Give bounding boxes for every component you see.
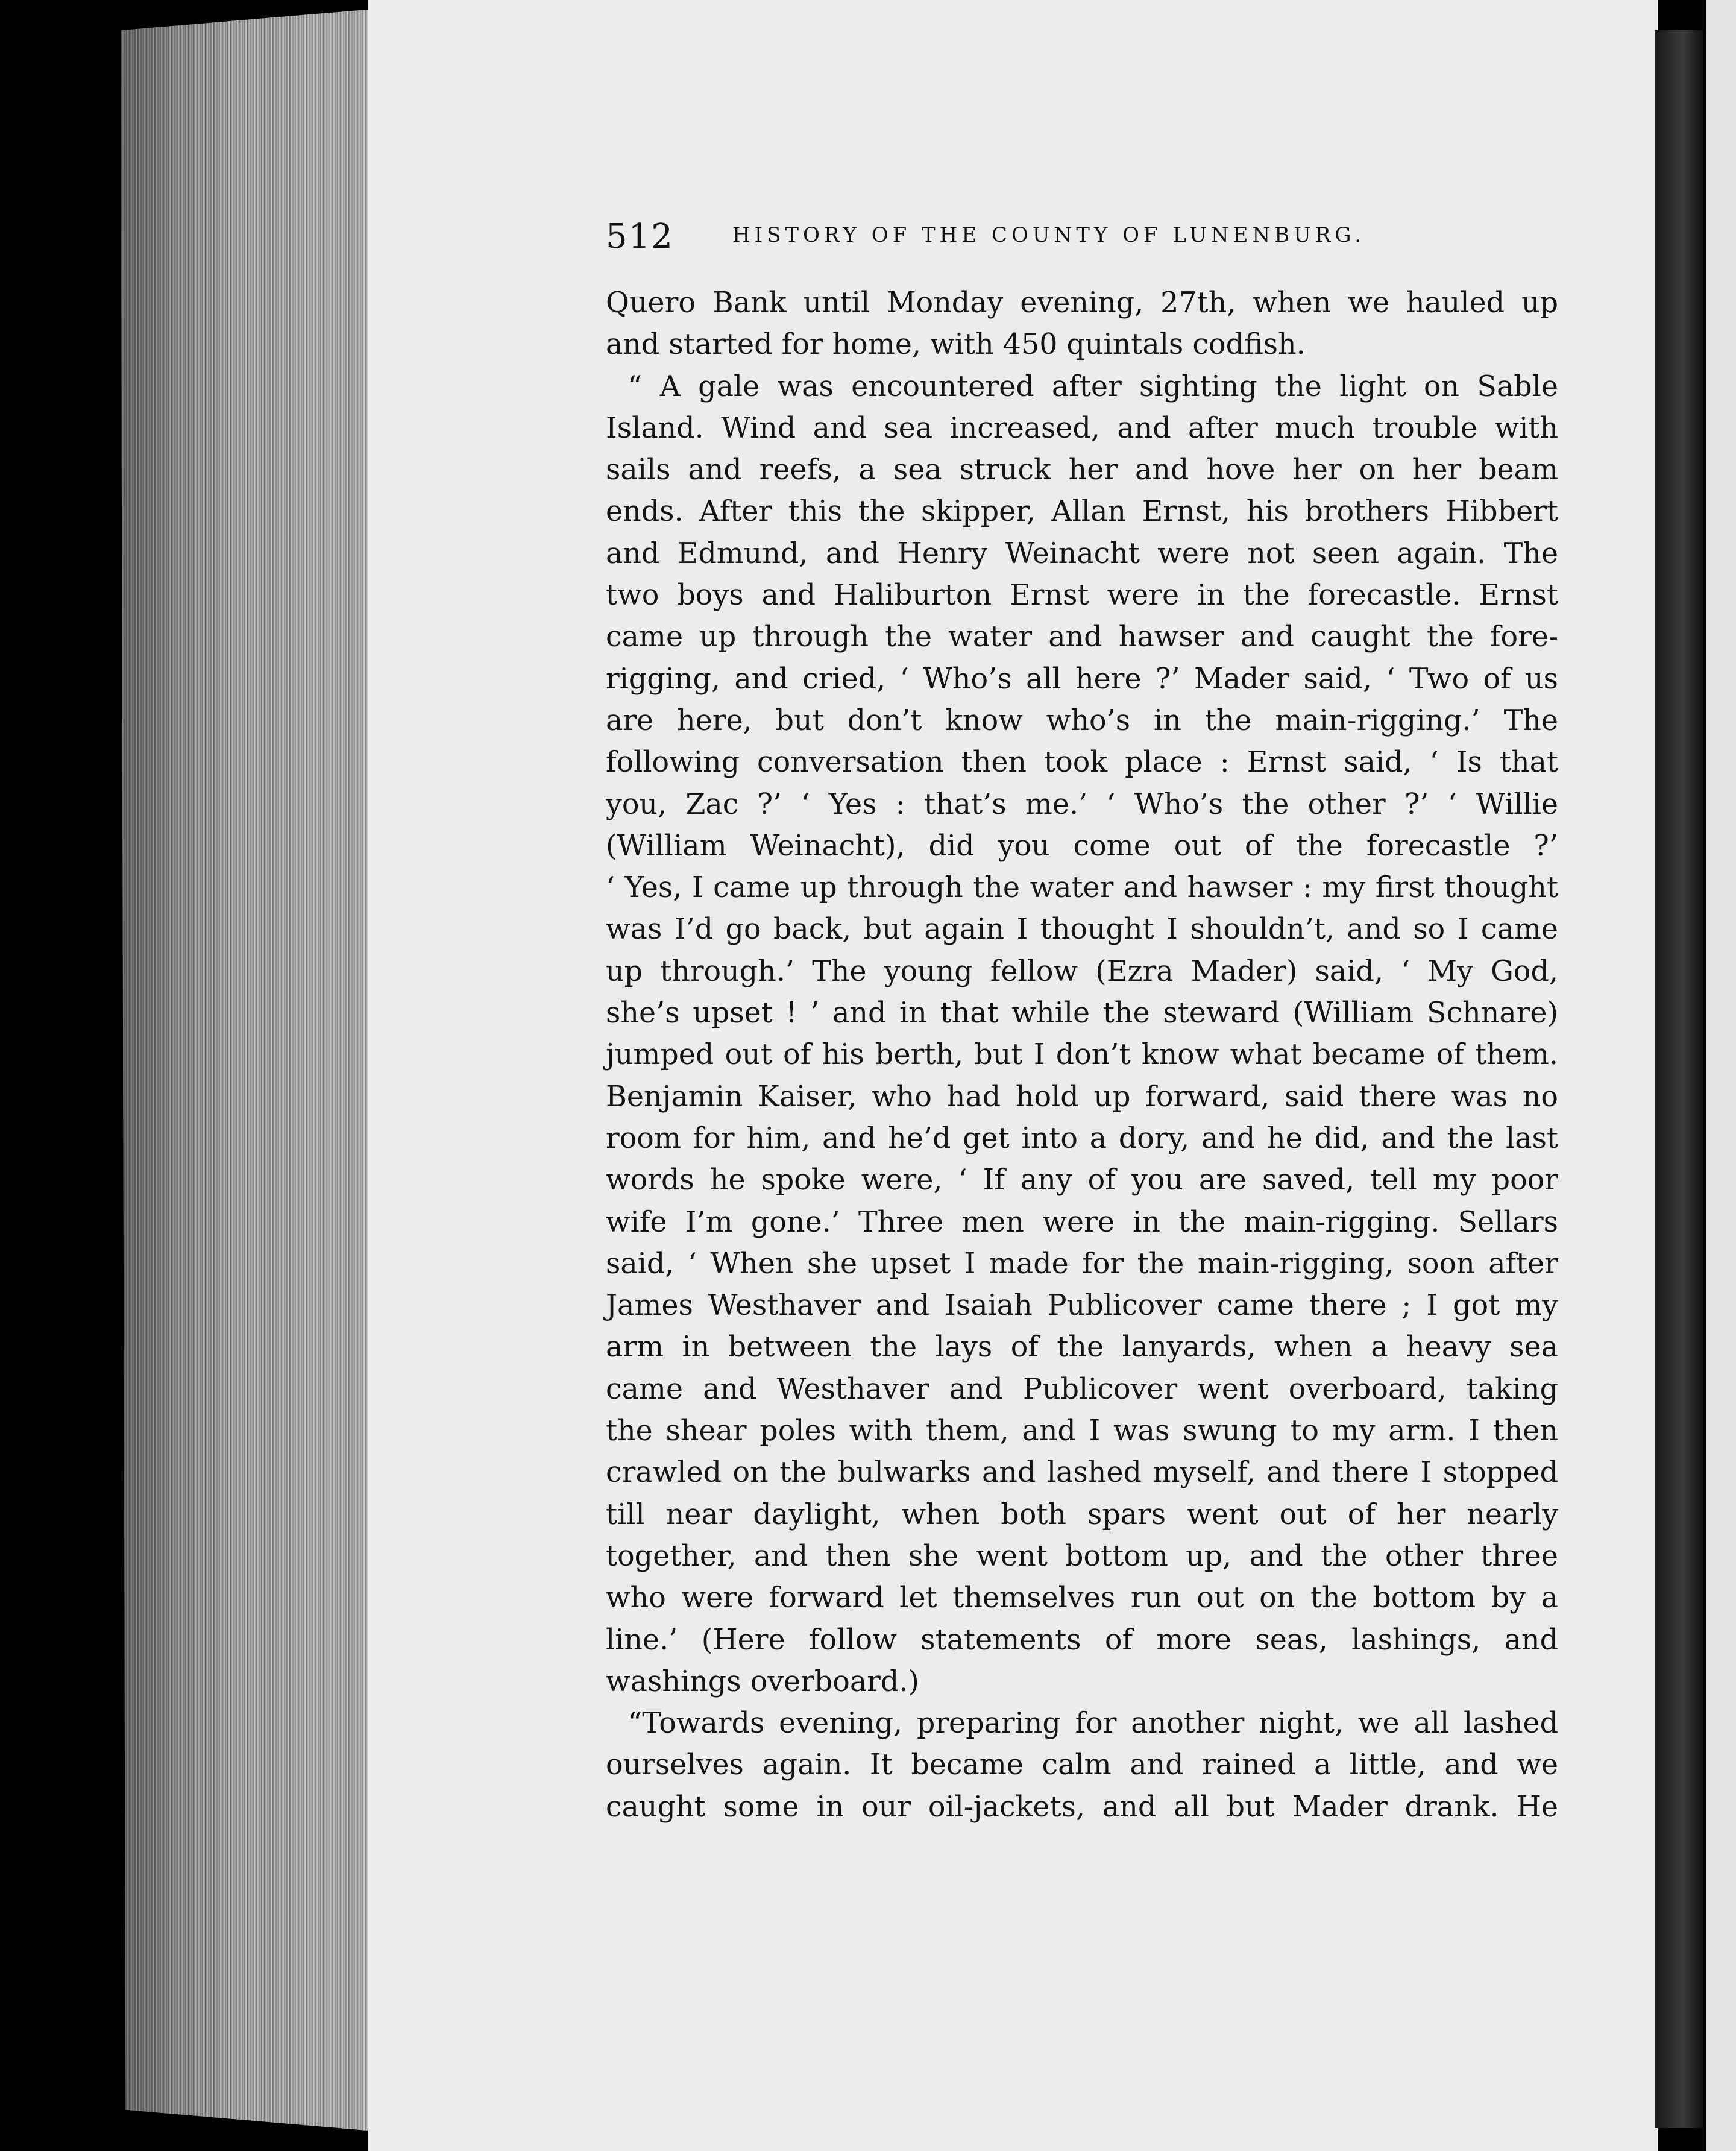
- text-line: wife I’m gone.’ Three men were in the main-rigging. Sellars: [606, 1205, 1558, 1239]
- text-line: ourselves again. It became calm and rained a little, and we: [606, 1748, 1558, 1782]
- text-line: who were forward let themselves run out on the bottom by a: [606, 1581, 1558, 1615]
- text-line: rigging, and cried, ‘ Who’s all here ?’ Mader said, ‘ Two of us: [606, 662, 1558, 696]
- text-line: line.’ (Here follow statements of more seas, lashings, and: [606, 1623, 1558, 1657]
- text-line: together, and then she went bottom up, and the other three: [606, 1539, 1558, 1573]
- running-head: HISTORY OF THE COUNTY OF LUNENBURG.: [732, 223, 1366, 247]
- text-line: Island. Wind and sea increased, and after much trouble with: [606, 411, 1558, 445]
- text-line: washings overboard.): [606, 1664, 919, 1698]
- text-line: came and Westhaver and Publicover went overboard, taking: [606, 1372, 1558, 1406]
- text-line: up through.’ The young fellow (Ezra Mader) said, ‘ My God,: [606, 954, 1558, 988]
- text-line: following conversation then took place : Ernst said, ‘ Is that: [606, 746, 1558, 779]
- text-line: till near daylight, when both spars went out of her nearly: [606, 1498, 1558, 1531]
- text-line: arm in between the lays of the lanyards, when a heavy sea: [606, 1331, 1558, 1364]
- page-number: 512: [606, 217, 674, 256]
- right-binding-shadow: [1655, 30, 1703, 2128]
- text-line: room for him, and he’d get into a dory, and he did, and the last: [606, 1121, 1558, 1155]
- text-line: ‘ Yes, I came up through the water and hawser : my first thought: [606, 871, 1558, 905]
- text-line: and Edmund, and Henry Weinacht were not seen again. The: [606, 537, 1558, 570]
- page-edges-stack: [121, 9, 374, 2131]
- text-line: you, Zac ?’ ‘ Yes : that’s me.’ ‘ Who’s the other ?’ ‘ Willie: [606, 787, 1558, 821]
- text-line: was I’d go back, but again I thought I shouldn’t, and so I came: [606, 913, 1558, 946]
- text-line: Quero Bank until Monday evening, 27th, when we hauled up: [606, 286, 1558, 320]
- text-line: (William Weinacht), did you come out of the forecastle ?’: [606, 829, 1558, 863]
- text-line: caught some in our oil-jackets, and all but Mader drank. He: [606, 1790, 1558, 1824]
- text-line: “ A gale was encountered after sighting the light on Sable: [627, 370, 1558, 403]
- text-line: and started for home, with 450 quintals codfish.: [606, 328, 1306, 362]
- text-line: words he spoke were, ‘ If any of you are saved, tell my poor: [606, 1164, 1558, 1197]
- text-line: sails and reefs, a sea struck her and hove her on her beam: [606, 453, 1558, 487]
- text-line: jumped out of his berth, but I don’t know what became of them.: [606, 1038, 1558, 1072]
- body-text: [606, 282, 1558, 1828]
- text-line: “Towards evening, preparing for another night, we all lashed: [627, 1707, 1558, 1740]
- text-line: James Westhaver and Isaiah Publicover came there ; I got my: [606, 1289, 1558, 1323]
- text-line: Benjamin Kaiser, who had hold up forward, said there was no: [606, 1080, 1558, 1113]
- text-line: the shear poles with them, and I was swung to my arm. I then: [606, 1414, 1558, 1448]
- text-line: she’s upset ! ’ and in that while the steward (William Schnare): [606, 997, 1558, 1030]
- page-header: [606, 217, 1414, 259]
- text-line: are here, but don’t know who’s in the main-rigging.’ The: [606, 704, 1558, 737]
- text-line: two boys and Haliburton Ernst were in the forecastle. Ernst: [606, 579, 1558, 613]
- text-line: crawled on the bulwarks and lashed myself, and there I stopped: [606, 1456, 1558, 1490]
- text-line: came up through the water and hawser and caught the fore-: [606, 620, 1558, 654]
- text-line: ends. After this the skipper, Allan Ernst, his brothers Hibbert: [606, 495, 1558, 529]
- text-line: said, ‘ When she upset I made for the main-rigging, soon after: [606, 1247, 1558, 1280]
- next-page-sliver: [1706, 0, 1736, 2151]
